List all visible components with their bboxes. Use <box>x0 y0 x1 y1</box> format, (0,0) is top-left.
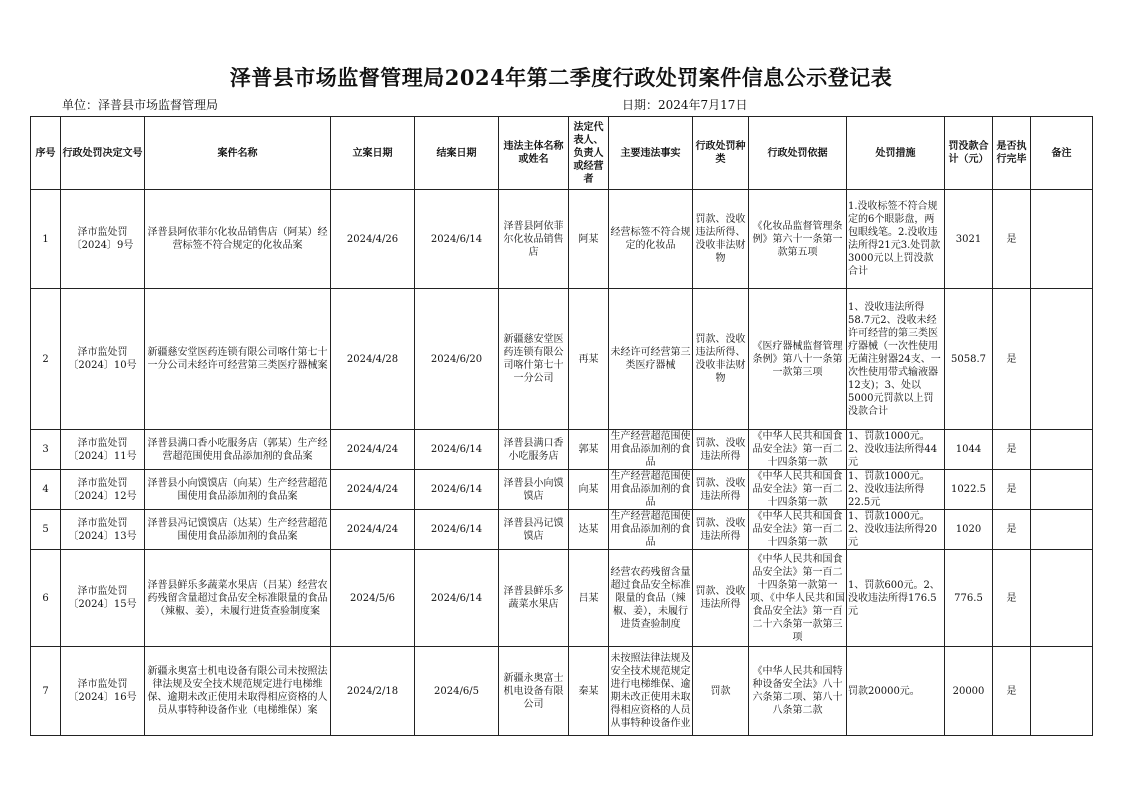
cell-penalty-type: 罚款、没收违法所得 <box>693 550 749 647</box>
cell-facts: 未按照法律法规及安全技术规范规定进行电梯维保、逾期未改正使用未取得相应资格的人员从事特种设备作业 <box>609 647 693 736</box>
cell-penalty-type: 罚款、没收违法所得、没收非法财物 <box>693 289 749 430</box>
cell-closed-date: 2024/6/14 <box>415 550 499 647</box>
cell-party: 泽普县阿依菲尔化妆品销售店 <box>499 190 569 289</box>
cell-filed-date: 2024/5/6 <box>331 550 415 647</box>
cell-doc-no: 泽市监处罚〔2024〕11号 <box>61 430 145 470</box>
table-header-row <box>31 117 1093 190</box>
cell-party: 泽普县鲜乐多蔬菜水果店 <box>499 550 569 647</box>
cell-remarks <box>1031 289 1093 430</box>
cell-executed: 是 <box>993 289 1031 430</box>
table-row <box>31 289 1093 430</box>
cell-remarks <box>1031 430 1093 470</box>
cell-remarks <box>1031 470 1093 510</box>
cell-penalty-type: 罚款 <box>693 647 749 736</box>
cell-amount: 776.5 <box>945 550 993 647</box>
cell-measures: 1、罚款1000元。2、没收违法所得44元 <box>847 430 945 470</box>
cell-party: 泽普县冯记馍馍店 <box>499 510 569 550</box>
header-party: 违法主体名称或姓名 <box>499 117 569 190</box>
cell-filed-date: 2024/2/18 <box>331 647 415 736</box>
cell-closed-date: 2024/6/14 <box>415 470 499 510</box>
cell-measures: 1、罚款1000元。2、没收违法所得22.5元 <box>847 470 945 510</box>
cell-basis: 《中华人民共和国食品安全法》第一百二十四条第一款 <box>749 470 847 510</box>
cell-measures: 1、罚款600元。2、没收违法所得176.5元 <box>847 550 945 647</box>
cell-filed-date: 2024/4/24 <box>331 430 415 470</box>
cell-amount: 5058.7 <box>945 289 993 430</box>
cell-legal-rep: 秦某 <box>569 647 609 736</box>
cell-basis: 《中华人民共和国特种设备安全法》八十六条第二项、第八十八条第二款 <box>749 647 847 736</box>
cell-legal-rep: 郭某 <box>569 430 609 470</box>
cell-facts: 生产经营超范围使用食品添加剂的食品 <box>610 511 691 548</box>
cell-party: 泽普县小向馍馍店 <box>499 470 569 510</box>
cell-basis: 《医疗器械监督管理条例》第八十一条第一款第三项 <box>749 289 847 430</box>
penalty-table <box>30 116 1093 736</box>
cell-penalty-type: 罚款、没收违法所得、没收非法财物 <box>693 190 749 289</box>
cell-case-name: 泽普县满口香小吃服务店（郭某）生产经营超范围使用食品添加剂的食品案 <box>145 430 331 470</box>
cell-basis: 《中华人民共和国食品安全法》第一百二十四条第一款 <box>749 510 847 550</box>
cell-remarks <box>1031 550 1093 647</box>
cell-executed: 是 <box>993 647 1031 736</box>
cell-case-name: 泽普县阿依菲尔化妆品销售店（阿某）经营标签不符合规定的化妆品案 <box>145 190 331 289</box>
cell-executed: 是 <box>993 430 1031 470</box>
header-filed-date: 立案日期 <box>331 117 415 190</box>
cell-legal-rep: 再某 <box>569 289 609 430</box>
page-title: 泽普县市场监督管理局2024年第二季度行政处罚案件信息公示登记表 <box>229 65 893 90</box>
cell-doc-no: 泽市监处罚〔2024〕15号 <box>61 550 145 647</box>
cell-facts: 生产经营超范围使用食品添加剂的食品 <box>610 431 691 468</box>
cell-seq: 1 <box>31 190 61 289</box>
cell-closed-date: 2024/6/14 <box>415 510 499 550</box>
cell-case-name: 新疆永奥富士机电设备有限公司未按照法律法规及安全技术规范规定进行电梯维保、逾期未改正使用未取得相应资格的人员从事特种设备作业（电梯维保）案 <box>145 647 331 736</box>
cell-case-name: 新疆慈安堂医药连锁有限公司喀什第七十一分公司未经许可经营第三类医疗器械案 <box>145 289 331 430</box>
cell-doc-no: 泽市监处罚〔2024〕16号 <box>61 647 145 736</box>
cell-seq: 3 <box>31 430 61 470</box>
cell-measures: 1.没收标签不符合规定的6个眼影盘，两包眼线笔。2.没收违法所得21元3.处罚款3000元以上罚没款合计 <box>847 190 945 289</box>
cell-legal-rep: 达某 <box>569 510 609 550</box>
cell-executed: 是 <box>993 550 1031 647</box>
cell-party: 新疆永奥富士机电设备有限公司 <box>499 647 569 736</box>
cell-facts: 经营农药残留含量超过食品安全标准限量的食品（辣椒、姜），未履行进货查验制度 <box>609 550 693 647</box>
header-facts: 主要违法事实 <box>609 117 693 190</box>
header-case-name: 案件名称 <box>145 117 331 190</box>
cell-basis: 《化妆品监督管理条例》第六十一条第一款第五项 <box>749 190 847 289</box>
cell-amount: 1022.5 <box>945 470 993 510</box>
cell-filed-date: 2024/4/26 <box>331 190 415 289</box>
cell-seq: 7 <box>31 647 61 736</box>
header-amount: 罚没款合计（元） <box>945 117 993 190</box>
table-row <box>31 190 1093 289</box>
cell-executed: 是 <box>993 470 1031 510</box>
cell-closed-date: 2024/6/14 <box>415 190 499 289</box>
cell-doc-no: 泽市监处罚〔2024〕9号 <box>61 190 145 289</box>
cell-basis: 《中华人民共和国食品安全法》第一百二十四条第一款 <box>749 430 847 470</box>
cell-closed-date: 2024/6/14 <box>415 430 499 470</box>
header-remarks: 备注 <box>1031 117 1093 190</box>
cell-facts: 未经许可经营第三类医疗器械 <box>609 289 693 430</box>
header-legal-rep: 法定代表人、负责人或经营者 <box>569 117 609 190</box>
cell-penalty-type: 罚款、没收违法所得 <box>693 470 749 510</box>
cell-remarks <box>1031 190 1093 289</box>
cell-closed-date: 2024/6/5 <box>415 647 499 736</box>
cell-seq: 2 <box>31 289 61 430</box>
cell-legal-rep: 向某 <box>569 470 609 510</box>
header-basis: 行政处罚依据 <box>749 117 847 190</box>
cell-legal-rep: 阿某 <box>569 190 609 289</box>
table-row <box>31 430 1093 470</box>
cell-amount: 1044 <box>945 430 993 470</box>
cell-closed-date: 2024/6/20 <box>415 289 499 430</box>
header-seq: 序号 <box>31 117 61 190</box>
cell-doc-no: 泽市监处罚〔2024〕10号 <box>61 289 145 430</box>
cell-filed-date: 2024/4/24 <box>331 510 415 550</box>
cell-executed: 是 <box>993 510 1031 550</box>
cell-legal-rep: 吕某 <box>569 550 609 647</box>
cell-seq: 5 <box>31 510 61 550</box>
cell-seq: 4 <box>31 470 61 510</box>
cell-facts: 经营标签不符合规定的化妆品 <box>609 190 693 289</box>
cell-case-name: 泽普县小向馍馍店（向某）生产经营超范围使用食品添加剂的食品案 <box>145 470 331 510</box>
cell-doc-no: 泽市监处罚〔2024〕13号 <box>61 510 145 550</box>
cell-remarks <box>1031 510 1093 550</box>
header-doc-no: 行政处罚决定文号 <box>61 117 145 190</box>
cell-remarks <box>1031 647 1093 736</box>
cell-penalty-type: 罚款、没收违法所得 <box>693 510 749 550</box>
table-row <box>31 470 1093 510</box>
cell-executed: 是 <box>993 190 1031 289</box>
cell-amount: 3021 <box>945 190 993 289</box>
cell-filed-date: 2024/4/28 <box>331 289 415 430</box>
cell-measures: 1、没收违法所得58.7元2、没收未经许可经营的第三类医疗器械（一次性使用无菌注射器24支、一次性使用带式输液器12支)；3、处以5000元罚款以上罚没款合计 <box>847 289 945 430</box>
unit-line: 单位：泽普县市场监督管理局 <box>62 98 219 112</box>
table-row <box>31 647 1093 736</box>
cell-party: 新疆慈安堂医药连锁有限公司喀什第七十一分公司 <box>499 289 569 430</box>
cell-basis: 《中华人民共和国食品安全法》第一百二十四条第一款第一项、《中华人民共和国食品安全法》第一百二十六条第一款第三项 <box>749 550 847 647</box>
cell-amount: 1020 <box>945 510 993 550</box>
cell-doc-no: 泽市监处罚〔2024〕12号 <box>61 470 145 510</box>
cell-measures: 1、罚款1000元。2、没收违法所得20元 <box>847 510 945 550</box>
cell-penalty-type: 罚款、没收违法所得 <box>693 430 749 470</box>
date-line: 日期：2024年7月17日 <box>622 98 748 112</box>
cell-seq: 6 <box>31 550 61 647</box>
header-penalty-type: 行政处罚种类 <box>693 117 749 190</box>
header-measures: 处罚措施 <box>847 117 945 190</box>
cell-facts: 生产经营超范围使用食品添加剂的食品 <box>610 471 691 508</box>
cell-measures: 罚款20000元。 <box>847 647 945 736</box>
cell-filed-date: 2024/4/24 <box>331 470 415 510</box>
header-closed-date: 结案日期 <box>415 117 499 190</box>
table-row <box>31 510 1093 550</box>
table-row <box>31 550 1093 647</box>
cell-case-name: 泽普县冯记馍馍店（达某）生产经营超范围使用食品添加剂的食品案 <box>145 510 331 550</box>
cell-party: 泽普县满口香小吃服务店 <box>499 430 569 470</box>
header-executed: 是否执行完毕 <box>993 117 1031 190</box>
cell-amount: 20000 <box>945 647 993 736</box>
cell-case-name: 泽普县鲜乐多蔬菜水果店（吕某）经营农药残留含量超过食品安全标准限量的食品（辣椒、姜），未履行进货查验制度案 <box>145 550 331 647</box>
